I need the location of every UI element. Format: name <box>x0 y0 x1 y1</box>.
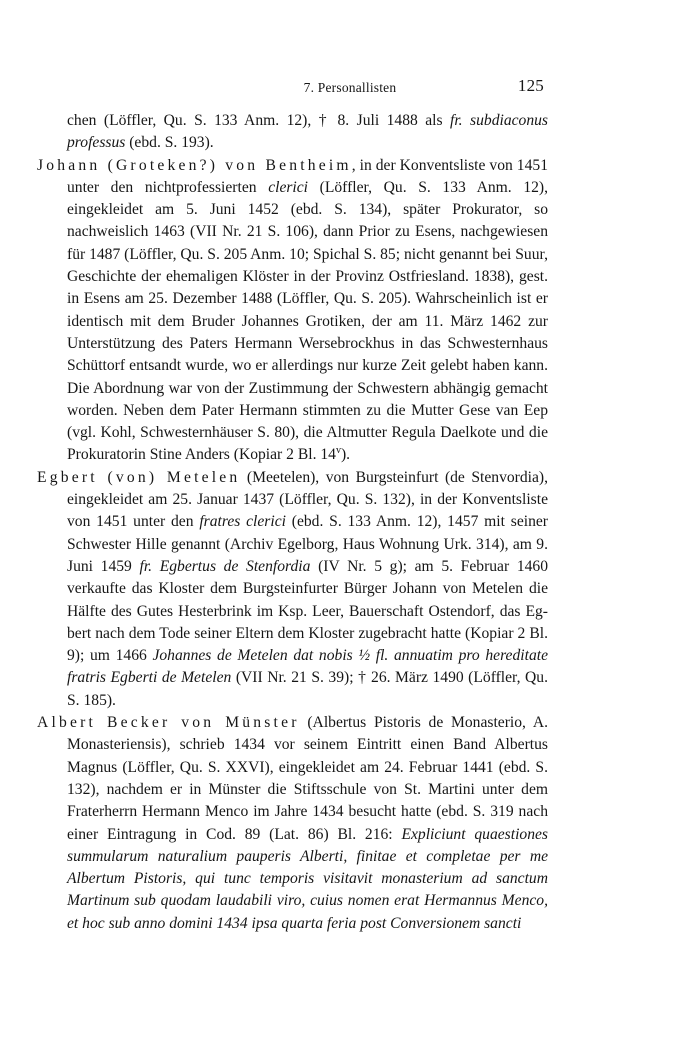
latin-quote: Expliciunt quaestiones summularum naturalium pauperis Alberti, finitae et completae per me Albertum Pistoris, qui tunc temporis visitavit monasterium ad sanctum Martinum sub quodam laudabili viro, cuius nomen erat Hermannus Menco, et hoc sub anno domini 1434 ipsa quarta feria post Conversionem sancti <box>67 825 548 932</box>
latin-quote: clerici <box>268 178 309 196</box>
latin-quote: Johannes de Metelen dat nobis ½ fl. annuatim pro hereditate fratris Egberti de Metelen <box>67 647 548 687</box>
entry-text: chen (Löffler, Qu. S. 133 Anm. 12), † 8. Juli 1488 als <box>67 112 451 129</box>
entry-text: , in der Konventsliste von 1451 unter den nichtprofessierten <box>67 156 548 196</box>
entry-albert-becker <box>37 712 548 935</box>
entry-text: (IV Nr. 5 g); am 5. Februar 1460 verkaufte das Kloster dem Burgsteinfurter Bürger Johann von Metelen die Hälfte des Gutes Hesterbrink im Ksp. Leer, Bauerschaft Ostendorf, das Egbert nach dem Tode seiner Eltern dem Kloster zugebracht hatte (Kopiar 2 Bl. 9); um 1466 <box>67 557 549 665</box>
latin-quote: fratres clerici <box>199 513 286 531</box>
entry-egbert-metelen <box>37 467 548 712</box>
entry-name: Egbert (von) Metelen <box>37 468 241 486</box>
entry-text: (VII Nr. 21 S. 39); † 26. März 1490 (Löffler, Qu. S. 185). <box>67 669 549 709</box>
running-title: 7. Personallisten <box>303 80 397 95</box>
latin-quote: fr. subdiaconus professus <box>67 112 548 152</box>
body-text <box>37 110 548 935</box>
entry-text: ). <box>340 446 351 464</box>
entry-johann-von-bentheim <box>37 155 548 467</box>
entry-name: Albert Becker von Münster <box>37 714 300 732</box>
entry-text: (ebd. S. 193). <box>125 134 214 152</box>
entry-text: (Albertus Pistoris de Monasterio, A. Monasteriensis), schrieb 1434 vor seinem Eintritt einen Band Albertus Magnus (Löffler, Qu. S. XXVI), eingekleidet am 24. Februar 1441 (ebd. S. 132), nachdem er in Münster die Stiftsschule von St. Martini unter dem Fraterherrn Hermann Menco im Jahre 1434 besucht hatte (ebd. S. 319 nach einer Eintragung in Cod. 89 (Lat. 86) Bl. 216: <box>67 714 548 843</box>
entry-name: Johann (Groteken?) von Bentheim <box>37 156 352 174</box>
entry-continuation <box>37 110 548 155</box>
entry-text: (Meetelen), von Burgsteinfurt (de Stenvordia), eingekleidet am 25. Januar 1437 (Löffler, Qu. S. 132), in der Konventsliste von 1451 unter den <box>67 468 548 531</box>
entry-text: (Löffler, Qu. S. 133 Anm. 12), eingekleidet am 5. Juni 1452 (ebd. S. 134), später Prokurator, so nachweislich 1463 (VII Nr. 21 S. 106), dann Prior zu Esens, nachgewiesen für 1487 (Löffler, Qu. S. 205 Anm. 10; Spichal S. 85; nicht genannt bei Suur, Geschichte der ehemaligen Klöster in der Provinz Ostfriesland. 1838), gest. in Esens am 25. Dezember 1488 (Löffler, Qu. S. 205). Wahrscheinlich ist er identisch mit dem Bruder Johannes Grotiken, der am 11. März 1462 zur Unterstützung des Paters Hermann Wersebrockhus in das Schwesternhaus Schüttorf entsandt wurde, wo er allerdings nur kurze Zeit gelebt haben kann. Die Abordnung war von der Zustimmung der Schwestern abhängig gemacht worden. Neben dem Pater Hermann stimmten zu die Mutter Gese van Eep (vgl. Kohl, Schwesternhäuser S. 80), die Altmutter Regula Daelkote und die Prokuratorin Stine Anders (Kopiar 2 Bl. 14 <box>67 178 549 464</box>
entry-text: v <box>335 445 341 457</box>
latin-quote: fr. Egbertus de Stenfordia <box>139 557 311 575</box>
page-number: 125 <box>517 76 544 95</box>
entry-text: (ebd. S. 133 Anm. 12), 1457 mit seiner Schwester Hille genannt (Archiv Egelborg, Haus Wohnung Urk. 314), am 9. Juni 1459 <box>67 513 548 575</box>
